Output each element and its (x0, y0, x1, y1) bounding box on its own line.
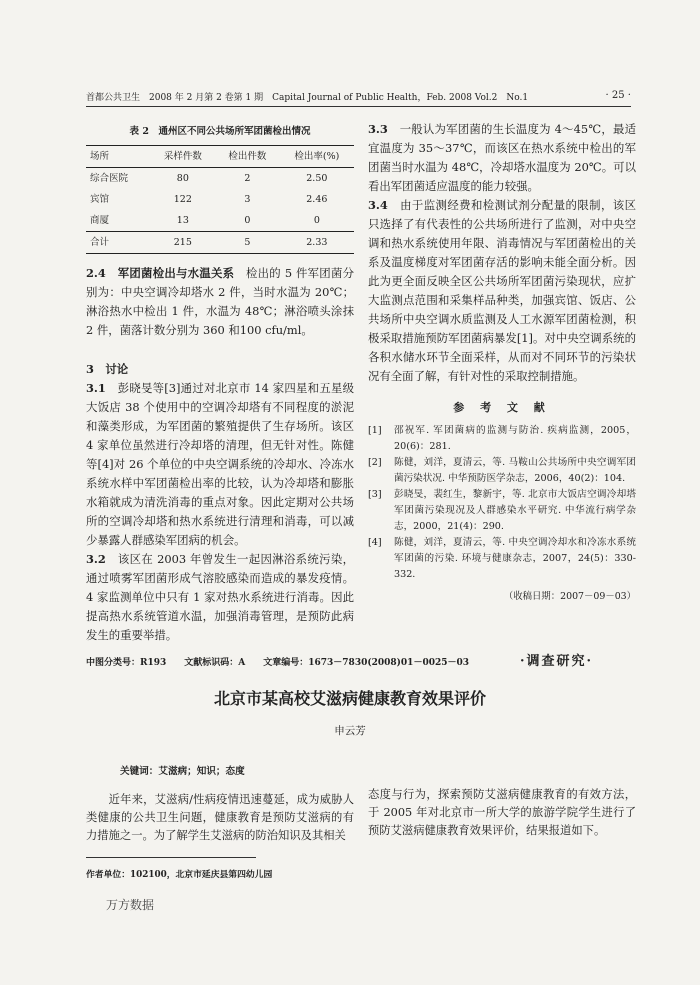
table-header-row (86, 146, 354, 168)
received-date: （收稿日期：2007－09－03） (503, 591, 636, 602)
paragraph-text: 一般认为军团菌的生长温度为 4～45℃，最适宜温度为 35～37℃，而该区在热水系统中检出的军团菌当时水温为 48℃，冷却塔水温度为 20℃。可以看出军团菌适应温度的能力较强。 (368, 122, 636, 193)
table-header-cell: 采样件数 (163, 151, 202, 162)
right-column (368, 120, 636, 606)
running-header (86, 90, 631, 103)
section-heading: 3.2 (86, 552, 106, 566)
classification-line: 中图分类号：R193 文献标识码：A 文章编号：1673－7830(2008)01－0025－03 (86, 658, 470, 668)
table-cell: 13 (176, 215, 189, 226)
table-row (86, 168, 354, 190)
table-row (86, 189, 354, 210)
reference-item (368, 535, 636, 583)
table-cell: 215 (173, 237, 192, 248)
paragraph-text: 由于监测经费和检测试剂分配量的限制，该区只选择了有代表性的公共场所进行了监测，对中央空调和热水系统使用年限、消毒情况与军团菌检出的关系及温度梯度对军团菌存活的影响未能全面分析。因此为更全面反映全区公共场所军团菌污染现状，应扩大监测点范围和采集样品种类，加强宾馆、饭店、公共场所中央空调水质监测及人工水源军团菌检测，积极采取措施预防军团菌病暴发[1]。对中央空调系统的各积水储水环节全面采样，从而对不同环节的污染状况有全面了解，有针对性的采取控制措施。 (368, 198, 636, 383)
table-header-cell: 检出率(%) (294, 151, 340, 162)
article-title: 北京市某高校艾滋病健康教育效果评价 (213, 689, 486, 708)
discussion-heading: 3 讨论 (86, 362, 129, 376)
section-3-4 (368, 196, 636, 386)
page-number: · 25 · (605, 90, 631, 101)
section-3-2 (86, 550, 354, 645)
table-cell: 80 (176, 173, 189, 184)
section-3-3 (368, 120, 636, 196)
table-cell: 2.33 (306, 237, 328, 248)
reference-item (368, 487, 636, 535)
table-cell: 商厦 (90, 215, 110, 226)
section-heading: 2.4 军团菌检出与水温关系 (86, 266, 235, 280)
watermark: 万方数据 (106, 898, 155, 912)
table-row (86, 210, 354, 232)
data-table (86, 145, 354, 254)
keywords: 关键词：艾滋病；知识；态度 (120, 766, 245, 777)
left-column (86, 122, 354, 645)
section-heading: 3.3 (368, 122, 388, 136)
table-header-cell: 检出件数 (228, 151, 267, 162)
reference-item (368, 423, 636, 455)
table-cell: 3 (244, 194, 251, 205)
intro-right-paragraph: 态度与行为，探索预防艾滋病健康教育的有效方法，于 2005 年对北京市一所大学的旅游学院学生进行了预防艾滋病健康教育效果评价，结果报道如下。 (368, 788, 636, 837)
reference-text: 彭晓旻，裴红生，黎新宇，等. 北京市大饭店空调冷却塔军团菌污染现况及人群感染水平研究. 中华流行病学杂志，2000，21(4)：290. (394, 489, 636, 532)
reference-item (368, 455, 636, 487)
table-cell: 2.46 (306, 194, 328, 205)
table-cell: 5 (244, 237, 251, 248)
intro-left-paragraph: 近年来，艾滋病/性病疫情迅速蔓延，成为威胁人类健康的公共卫生问题，健康教育是预防艾滋病的有力措施之一。为了解学生艾滋病的防治知识及其相关 (86, 793, 354, 842)
table-total-row (86, 232, 354, 254)
reference-number: [3] (368, 489, 382, 500)
table-cell: 合计 (90, 237, 110, 248)
footnote-rule (86, 857, 256, 858)
table-caption: 表 2 通州区不同公共场所军团菌检出情况 (129, 126, 311, 137)
paragraph-text: 彭晓旻等[3]通过对北京市 14 家四星和五星级大饭店 38 个使用中的空调冷却塔有不同程度的淤泥和藻类形成，为军团菌的繁殖提供了生存场所。该区 4 家单位虽然进行冷却塔的清理，但无针对性。陈健等[4]对 26 个单位的中央空调系统的冷却水、冷冻水系统水样中军团菌检出率的比较，认为冷却塔和膨胀水箱就成为清洗消毒的重点对象。因此定期对公共场所的空调冷却塔和热水系统进行清理和消毒，可以减少暴露人群感染军团病的机会。 (86, 381, 354, 547)
journal-info: 首都公共卫生 2008 年 2 月第 2 卷第 1 期 Capital Journal of Public Health，Feb. 2008 Vol.2 No.1 (86, 93, 529, 103)
paragraph-text: 该区在 2003 年曾发生一起因淋浴系统污染，通过喷雾军团菌形成气溶胶感染而造成的暴发疫情。4 家监测单位中只有 1 家对热水系统进行消毒。因此提高热水系统管道水温，加强消毒管理，是预防此病发生的重要举措。 (86, 552, 354, 642)
section-2-4 (86, 264, 354, 340)
table-cell: 2.50 (306, 173, 328, 184)
table-cell: 综合医院 (90, 173, 129, 184)
author-affiliation: 作者单位：102100，北京市延庆县第四幼儿园 (86, 870, 273, 880)
reference-text: 陈健，刘洋，夏清云，等. 中央空调冷却水和冷冻水系统军团菌的污染. 环境与健康杂志，2007，24(5)：330-332. (394, 537, 636, 580)
table-header-cell: 场所 (90, 151, 110, 162)
reference-text: 陈健，刘洋，夏清云，等. 马鞍山公共场所中央空调军团菌污染状况. 中华预防医学杂志，2006，40(2)：104. (394, 457, 636, 484)
references-title: 参 考 文 献 (453, 401, 551, 414)
table-cell: 0 (313, 215, 320, 226)
header-rule (86, 106, 631, 107)
table-cell: 宾馆 (90, 194, 110, 205)
table-cell: 2 (244, 173, 251, 184)
column-label: ·调查研究· (520, 654, 594, 669)
section-heading: 3.4 (368, 198, 388, 212)
section-3-1 (86, 379, 354, 550)
section-heading: 3.1 (86, 381, 106, 395)
table-cell: 122 (173, 194, 192, 205)
reference-number: [4] (368, 537, 382, 548)
author-name: 申云芳 (334, 725, 366, 737)
paragraph-text: 检出的 5 件军团菌分别为：中央空调冷却塔水 2 件，当时水温为 20℃；淋浴热水中检出 1 件，水温为 48℃；淋浴喷头涂抹 2 件，菌落计数分别为 360 和100 cfu/ml。 (86, 266, 354, 337)
reference-number: [1] (368, 425, 382, 436)
reference-number: [2] (368, 457, 382, 468)
reference-text: 邵祝军. 军团菌病的监测与防治. 疾病监测，2005，20(6)：281. (394, 425, 636, 452)
reference-list (368, 423, 636, 583)
table-cell: 0 (244, 215, 251, 226)
